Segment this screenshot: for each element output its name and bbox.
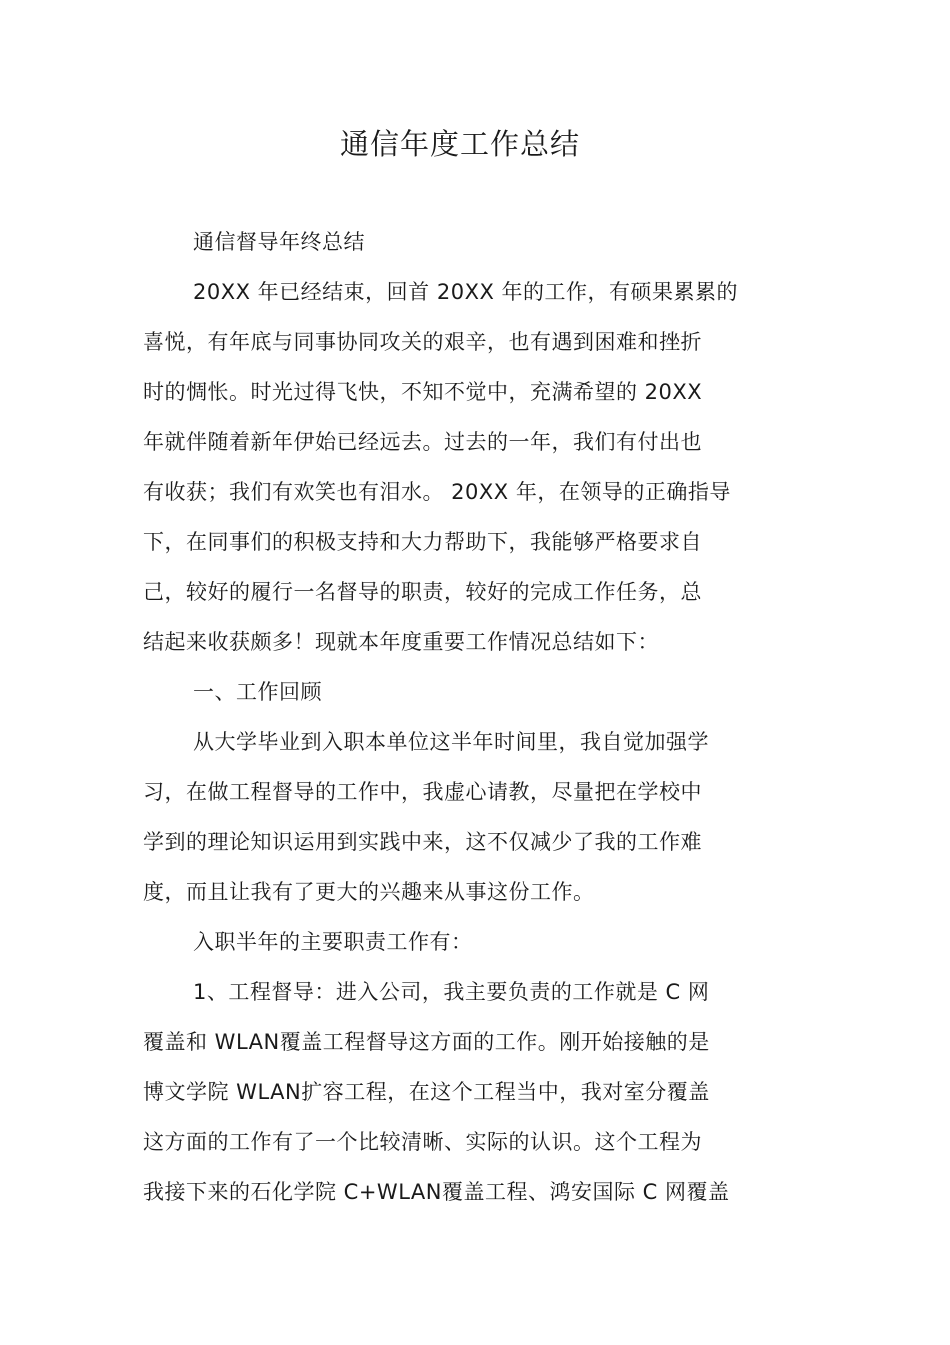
text-line: 下，在同事们的积极支持和大力帮助下，我能够严格要求自 [143, 530, 702, 554]
text-line: 入职半年的主要职责工作有： [193, 930, 473, 954]
text-line: 年就伴随着新年伊始已经远去。过去的一年，我们有付出也 [143, 430, 702, 454]
text-line: 时的惆怅。时光过得飞快，不知不觉中，充满希望的 20XX [143, 380, 703, 404]
text-line: 有收获；我们有欢笑也有泪水。 20XX 年，在领导的正确指导 [143, 480, 731, 504]
text-line: 习，在做工程督导的工作中，我虚心请教，尽量把在学校中 [143, 780, 702, 804]
text-line: 喜悦，有年底与同事协同攻关的艰辛，也有遇到困难和挫折 [143, 330, 702, 354]
text-line: 1、工程督导：进入公司，我主要负责的工作就是 C 网 [193, 980, 710, 1004]
document-body [143, 226, 823, 1226]
text-line: 博文学院 WLAN扩容工程，在这个工程当中，我对室分覆盖 [143, 1080, 710, 1104]
text-line: 20XX 年已经结束，回首 20XX 年的工作，有硕果累累的 [193, 280, 739, 304]
text-line: 学到的理论知识运用到实践中来，这不仅减少了我的工作难 [143, 830, 702, 854]
text-line: 度，而且让我有了更大的兴趣来从事这份工作。 [143, 880, 595, 904]
text-line: 己，较好的履行一名督导的职责，较好的完成工作任务，总 [143, 580, 702, 604]
text-line: 我接下来的石化学院 C+WLAN覆盖工程、鸿安国际 C 网覆盖 [143, 1180, 730, 1204]
text-line: 通信督导年终总结 [193, 230, 365, 254]
text-line: 一、工作回顾 [193, 680, 322, 704]
text-line: 这方面的工作有了一个比较清晰、实际的认识。这个工程为 [143, 1130, 702, 1154]
text-line: 从大学毕业到入职本单位这半年时间里，我自觉加强学 [193, 730, 709, 754]
text-line: 覆盖和 WLAN覆盖工程督导这方面的工作。刚开始接触的是 [143, 1030, 710, 1054]
text-line: 结起来收获颇多！现就本年度重要工作情况总结如下： [143, 630, 659, 654]
document-title: 通信年度工作总结 [339, 127, 580, 161]
